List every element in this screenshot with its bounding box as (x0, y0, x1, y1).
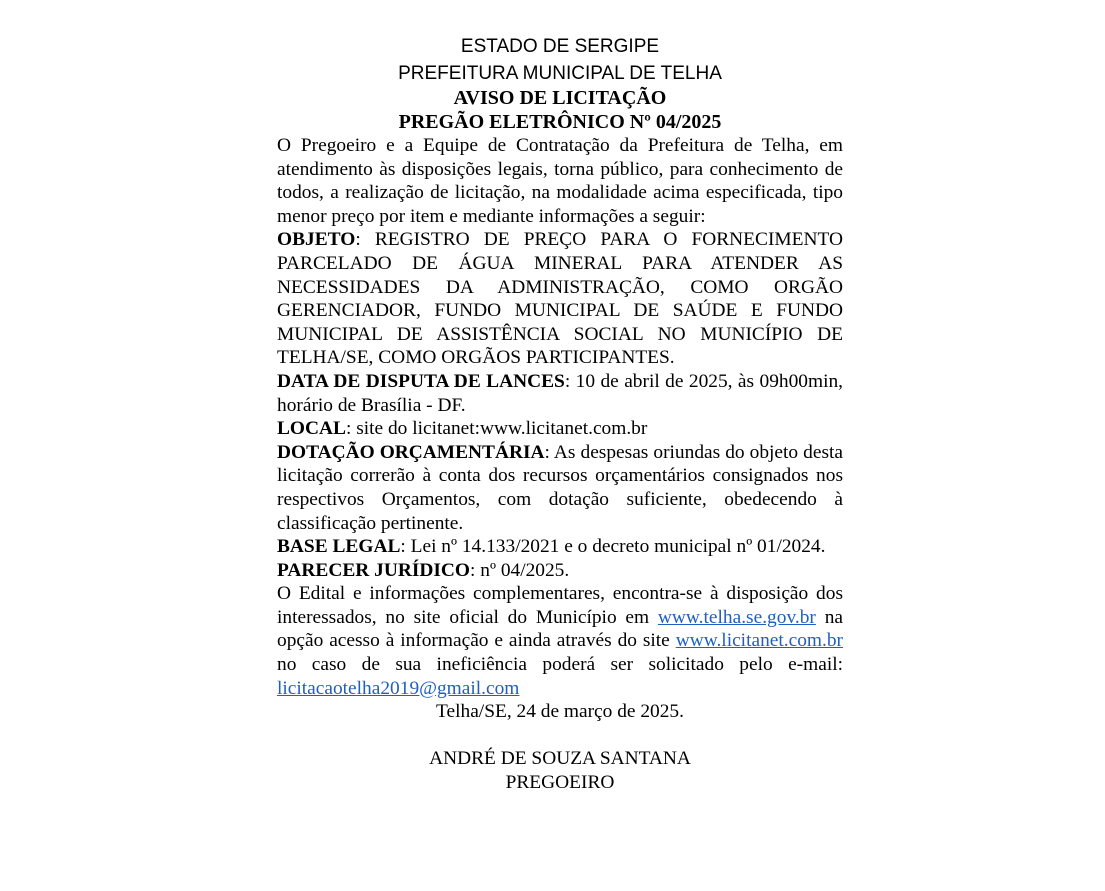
edital-text-2: na opção acesso à informação e ainda através do site (277, 606, 843, 652)
local-paragraph (277, 417, 843, 441)
dotacao-label: DOTAÇÃO ORÇAMENTÁRIA (277, 441, 545, 463)
edital-text-3: no caso de sua ineficiência poderá ser solicitado pelo e-mail: (277, 654, 843, 676)
base-legal-text: : Lei nº 14.133/2021 e o decreto municipal nº 01/2024. (400, 536, 826, 558)
state-heading: ESTADO DE SERGIPE (460, 36, 660, 57)
signature-spacer (277, 724, 843, 748)
licitanet-site-link[interactable]: www.licitanet.com.br (675, 630, 843, 652)
notice-document (277, 33, 843, 795)
dotacao-paragraph (277, 441, 843, 535)
intro-paragraph: O Pregoeiro e a Equipe de Contratação da Prefeitura de Telha, em atendimento às disposições legais, torna público, para conhecimento de todos, a realização de licitação, na modalidade acima especificada, tipo menor preço por item e mediante informações a seguir: (277, 135, 843, 227)
data-disputa-text: : 10 de abril de 2025, às 09h00min, horário de Brasília - DF. (277, 370, 844, 416)
parecer-label: PARECER JURÍDICO (277, 559, 471, 581)
notice-body (277, 134, 843, 795)
email-link[interactable]: licitacaotelha2019@gmail.com (277, 677, 520, 699)
base-legal-paragraph (277, 535, 843, 559)
telha-site-link[interactable]: www.telha.se.gov.br (657, 606, 816, 628)
auction-title: PREGÃO ELETRÔNICO Nº 04/2025 (398, 110, 722, 133)
parecer-paragraph (277, 559, 843, 583)
data-disputa-paragraph (277, 370, 843, 417)
objeto-text: : REGISTRO DE PREÇO PARA O FORNECIMENTO PARCELADO DE ÁGUA MINERAL PARA ATENDER AS NECESSIDADES DA ADMINISTRAÇÃO, COMO ORGÃO GERENCIADOR, FUNDO MUNICIPAL DE SAÚDE E FUNDO MUNICIPAL DE ASSISTÊNCIA SOCIAL NO MUNICÍPIO DE TELHA/SE, COMO ORGÃOS PARTICIPANTES. (277, 229, 843, 369)
dotacao-text: : As despesas oriundas do objeto desta licitação correrão à conta dos recursos orçamentários consignados nos respectivos Orçamentos, com dotação suficiente, obedecendo à classificação pertinente. (277, 441, 844, 534)
base-legal-label: BASE LEGAL (277, 536, 401, 558)
parecer-text: : nº 04/2025. (470, 559, 570, 581)
edital-paragraph (277, 582, 843, 700)
prefecture-heading: PREFEITURA MUNICIPAL DE TELHA (398, 63, 722, 84)
local-text: : site do licitanet:www.licitanet.com.br (345, 418, 648, 440)
objeto-label: OBJETO (277, 229, 356, 251)
place-date: Telha/SE, 24 de março de 2025. (436, 701, 684, 723)
notice-title: AVISO DE LICITAÇÃO (453, 87, 667, 109)
local-label: LOCAL (277, 418, 346, 440)
signatory-role: PREGOEIRO (505, 772, 615, 794)
objeto-paragraph (277, 228, 843, 370)
edital-text-1: O Edital e informações complementares, encontra-se à disposição dos interessados, no site oficial do Município em (277, 583, 843, 628)
data-disputa-label: DATA DE DISPUTA DE LANCES (277, 370, 565, 392)
signatory-name: ANDRÉ DE SOUZA SANTANA (429, 748, 691, 770)
